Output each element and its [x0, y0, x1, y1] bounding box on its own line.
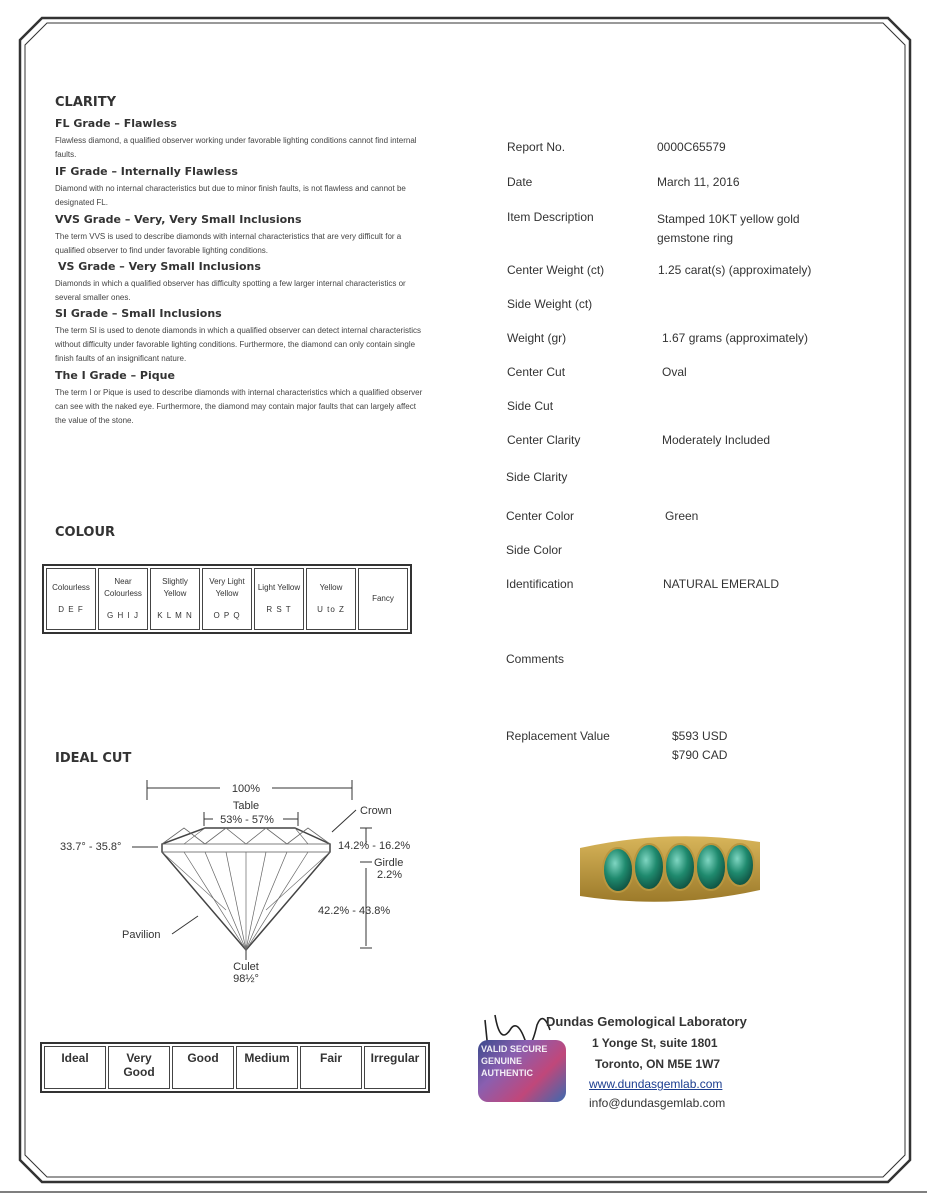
cut-grade-cell: Good [172, 1046, 234, 1089]
colour-scale-cell [46, 568, 96, 630]
clarity-grade-title: VS Grade – Very Small Inclusions [58, 260, 261, 273]
report-field-label: Center Weight (ct) [507, 263, 605, 277]
colour-code: R S T [266, 605, 292, 614]
colour-label: Colourless [52, 583, 90, 592]
report-field-label: Side Color [506, 543, 563, 557]
report-field-value: NATURAL EMERALD [663, 577, 780, 591]
colour-scale-cell [358, 568, 408, 630]
girdle-label: Girdle [374, 857, 404, 869]
cut-grade-cell: Ideal [44, 1046, 106, 1089]
emerald-ring-photo [570, 820, 770, 915]
colour-label: Slightly Yellow [162, 577, 188, 598]
clarity-grade-title: VVS Grade – Very, Very Small Inclusions [55, 213, 302, 226]
lab-website-link[interactable]: www.dundasgemlab.com [589, 1077, 723, 1091]
colour-scale-cell [150, 568, 200, 630]
report-field-label: Comments [506, 652, 565, 666]
cut-grade-cell: Fair [300, 1046, 362, 1089]
clarity-grade-title: IF Grade – Internally Flawless [55, 165, 238, 178]
clarity-grade-title: The I Grade – Pique [55, 369, 175, 382]
lab-name: Dundas Gemological Laboratory [546, 1014, 747, 1029]
report-field-label: Identification [506, 577, 574, 591]
colour-heading: COLOUR [55, 525, 116, 540]
report-field-label: Center Cut [507, 365, 566, 379]
hologram-text: VALID SECURE GENUINE AUTHENTIC [481, 1044, 548, 1078]
ideal-cut-heading: IDEAL CUT [55, 751, 132, 766]
cut-grade-cell: Very Good [108, 1046, 170, 1089]
cut-grade-cell: Medium [236, 1046, 298, 1089]
crown-angle-label: 33.7° - 35.8° [60, 841, 122, 853]
colour-scale-cell [306, 568, 356, 630]
report-field-label: Replacement Value [506, 729, 610, 743]
report-field-value: 1.25 carat(s) (approximately) [658, 263, 812, 277]
crown-label: Crown [360, 805, 392, 817]
report-field-label: Side Clarity [506, 470, 568, 484]
pavilion-label: Pavilion [122, 929, 161, 941]
crown-height-label: 14.2% - 16.2% [338, 840, 411, 852]
table-label: Table [232, 800, 260, 812]
colour-scale-cell [202, 568, 252, 630]
report-field-value: 1.67 grams (approximately) [662, 331, 809, 345]
colour-code: D E F [58, 605, 84, 614]
culet-value: 98½° [233, 973, 259, 985]
lab-email: info@dundasgemlab.com [589, 1096, 726, 1110]
report-field-label: Report No. [507, 140, 566, 154]
report-field-label: Center Color [506, 509, 575, 523]
report-field-value: Stamped 10KT yellow gold gemstone ring [657, 212, 800, 245]
report-field-label: Side Weight (ct) [507, 297, 593, 311]
clarity-grade-description: The term VVS is used to describe diamonds with internal characteristics that are very difficult for a qualified observer to find under favorable lighting conditions. [55, 232, 402, 255]
colour-code: O P Q [213, 611, 241, 620]
clarity-grade-title: FL Grade – Flawless [55, 117, 177, 130]
report-field-label: Side Cut [507, 399, 554, 413]
ideal-cut-diagram [50, 770, 440, 990]
colour-code: K L M N [157, 611, 193, 620]
report-field-value: 0000C65579 [657, 140, 726, 154]
clarity-heading: CLARITY [55, 95, 117, 110]
colour-scale-table [42, 564, 412, 634]
clarity-grade-description: The term I or Pique is used to describe diamonds with internal characteristics which a qualified observer can see with the naked eye. Furthermore, the diamond may contain major faults that can largely affect the value of the stone. [55, 388, 423, 425]
colour-label: Light Yellow [257, 583, 301, 592]
colour-label: Yellow [319, 583, 343, 592]
security-hologram [478, 1040, 566, 1102]
colour-code: G H I J [107, 611, 139, 620]
clarity-grade-description: Flawless diamond, a qualified observer working under favorable lighting conditions cannot find internal faults. [55, 136, 417, 159]
report-field-label: Item Description [507, 210, 594, 224]
girdle-value: 2.2% [377, 869, 403, 881]
lab-address-line2: Toronto, ON M5E 1W7 [595, 1057, 721, 1071]
report-field-value: $593 USD [672, 729, 728, 743]
colour-label: Near Colourless [104, 577, 142, 598]
clarity-grade-description: Diamonds in which a qualified observer has difficulty spotting a few larger internal characteristics or several smaller ones. [55, 279, 406, 302]
clarity-grade-description: The term SI is used to denote diamonds in which a qualified observer can detect internal characteristics without difficulty under favorable lighting conditions. Furthermore, the diamond can only contain single finish faults of an insignificant nature. [55, 326, 421, 363]
culet-label: Culet [233, 961, 259, 973]
table-range-label: 53% - 57% [220, 814, 274, 826]
colour-code: U to Z [317, 605, 345, 614]
lab-address-line1: 1 Yonge St, suite 1801 [592, 1036, 718, 1050]
total-width-label: 100% [231, 783, 261, 795]
report-field-label: Center Clarity [507, 433, 581, 447]
report-field-value: Oval [662, 365, 687, 379]
report-field-value: March 11, 2016 [657, 175, 740, 189]
report-field-label: Date [507, 175, 533, 189]
cut-grade-cell: Irregular [364, 1046, 426, 1089]
report-field-value: Moderately Included [662, 433, 771, 447]
colour-scale-cell [98, 568, 148, 630]
colour-label: Fancy [372, 594, 394, 603]
cut-grade-table [40, 1042, 430, 1093]
colour-label: Very Light Yellow [209, 577, 245, 598]
report-field-label: Weight (gr) [507, 331, 567, 345]
clarity-grade-description: Diamond with no internal characteristics but due to minor finish faults, is not flawless and cannot be designated FL. [55, 184, 406, 207]
report-field-value: Green [665, 509, 699, 523]
clarity-grade-title: SI Grade – Small Inclusions [55, 307, 222, 320]
pavilion-depth-label: 42.2% - 43.8% [318, 905, 391, 917]
colour-scale-cell [254, 568, 304, 630]
replacement-value-cad: $790 CAD [672, 748, 728, 762]
